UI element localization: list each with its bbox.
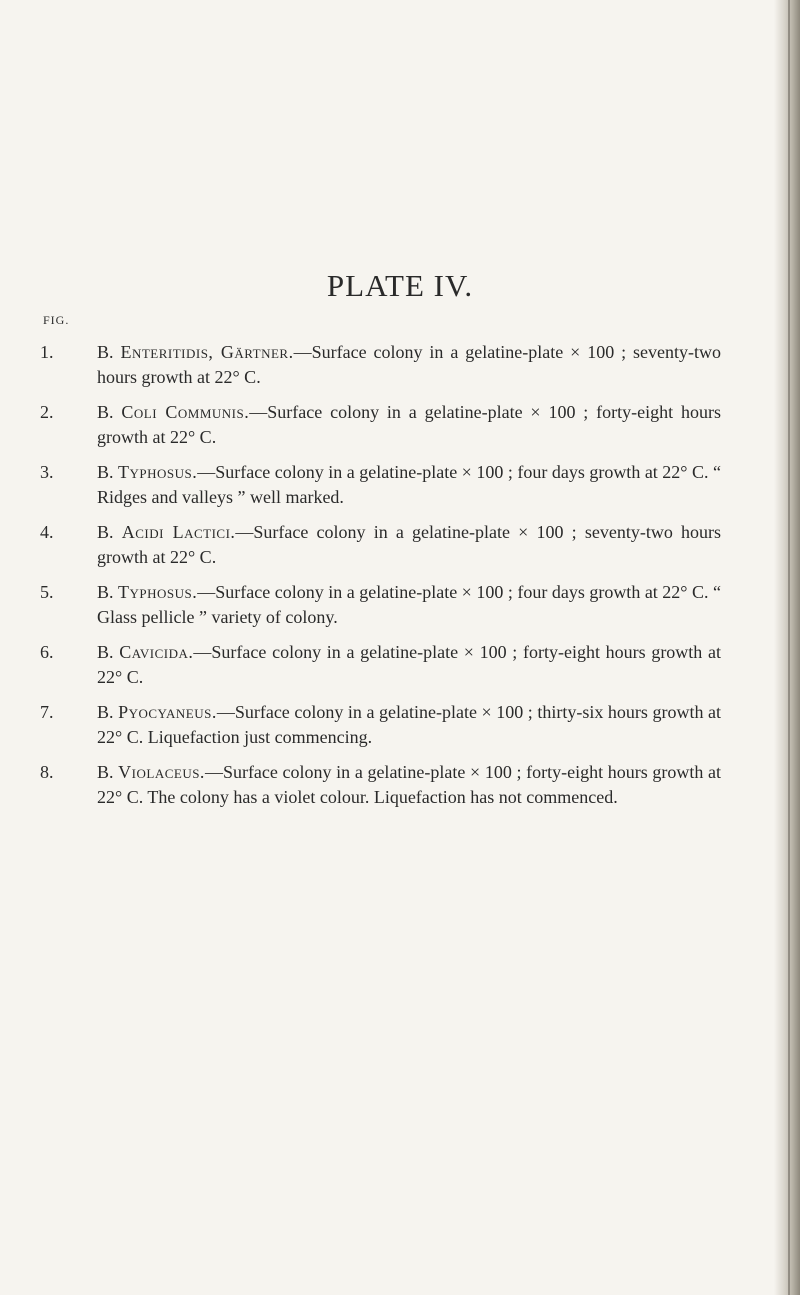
species-name: Coli Communis. [121, 402, 250, 422]
page-edge-shadow [774, 0, 800, 1295]
genus-abbrev: B. [97, 582, 114, 602]
caption-description: —Surface colony in a gelatine-plate × 100 ; forty-eight hours growth at 22° C. [97, 402, 721, 447]
species-name: Enteritidis, Gärtner. [120, 342, 294, 362]
genus-abbrev: B. [97, 702, 114, 722]
figure-number: 8. [40, 762, 54, 782]
caption-text [97, 700, 721, 750]
figure-caption-1 [40, 340, 760, 390]
plate-title: PLATE IV. [326, 268, 474, 303]
caption-text [97, 580, 721, 630]
caption-text [97, 400, 721, 450]
figure-number: 2. [40, 402, 54, 422]
figure-number: 6. [40, 642, 54, 662]
caption-description: —Surface colony in a gelatine-plate × 100 ; seventy-two hours growth at 22° C. [97, 522, 722, 567]
figure-number: 7. [40, 702, 54, 722]
caption-description: —Surface colony in a gelatine-plate × 100 ; forty-eight hours growth at 22° C. [97, 642, 721, 687]
genus-abbrev: B. [97, 762, 114, 782]
figure-number: 3. [40, 462, 54, 482]
figure-caption-4 [40, 520, 760, 570]
genus-abbrev: B. [97, 342, 114, 362]
species-name: Typhosus. [118, 462, 198, 482]
page-binding-edge [788, 0, 790, 1295]
caption-text [97, 460, 721, 510]
species-name: Typhosus. [118, 582, 198, 602]
figure-caption-8 [40, 760, 760, 810]
species-name: Cavicida. [119, 642, 194, 662]
caption-text [97, 520, 721, 570]
figure-number: 4. [40, 522, 54, 542]
caption-description: —Surface colony in a gelatine-plate × 100 ; thirty-six hours growth at 22° C. Liquefaction just commencing. [97, 702, 721, 747]
figure-number: 1. [40, 342, 54, 362]
caption-description: —Surface colony in a gelatine-plate × 100 ; seventy-two hours growth at 22° C. [97, 342, 722, 387]
figure-caption-3 [40, 460, 760, 510]
genus-abbrev: B. [97, 642, 114, 662]
figure-caption-2 [40, 400, 760, 450]
caption-description: —Surface colony in a gelatine-plate × 100 ; four days growth at 22° C. “ Ridges and valleys ” well marked. [97, 462, 722, 507]
species-name: Violaceus. [118, 762, 205, 782]
figure-caption-7 [40, 700, 760, 750]
species-name: Pyocyaneus. [118, 702, 217, 722]
caption-text [97, 640, 721, 690]
figure-number: 5. [40, 582, 54, 602]
figure-caption-5 [40, 580, 760, 630]
genus-abbrev: B. [97, 402, 114, 422]
caption-description: —Surface colony in a gelatine-plate × 100 ; forty-eight hours growth at 22° C. The colony has a violet colour. Liquefaction has not commenced. [97, 762, 721, 807]
caption-text [97, 760, 721, 810]
species-name: Acidi Lactici. [121, 522, 236, 542]
caption-text [97, 340, 721, 390]
figure-caption-6 [40, 640, 760, 690]
genus-abbrev: B. [97, 462, 114, 482]
fig-column-heading: FIG. [43, 313, 70, 327]
genus-abbrev: B. [97, 522, 114, 542]
figure-caption-list [40, 340, 760, 810]
caption-description: —Surface colony in a gelatine-plate × 100 ; four days growth at 22° C. “ Glass pellicle ” variety of colony. [97, 582, 722, 627]
